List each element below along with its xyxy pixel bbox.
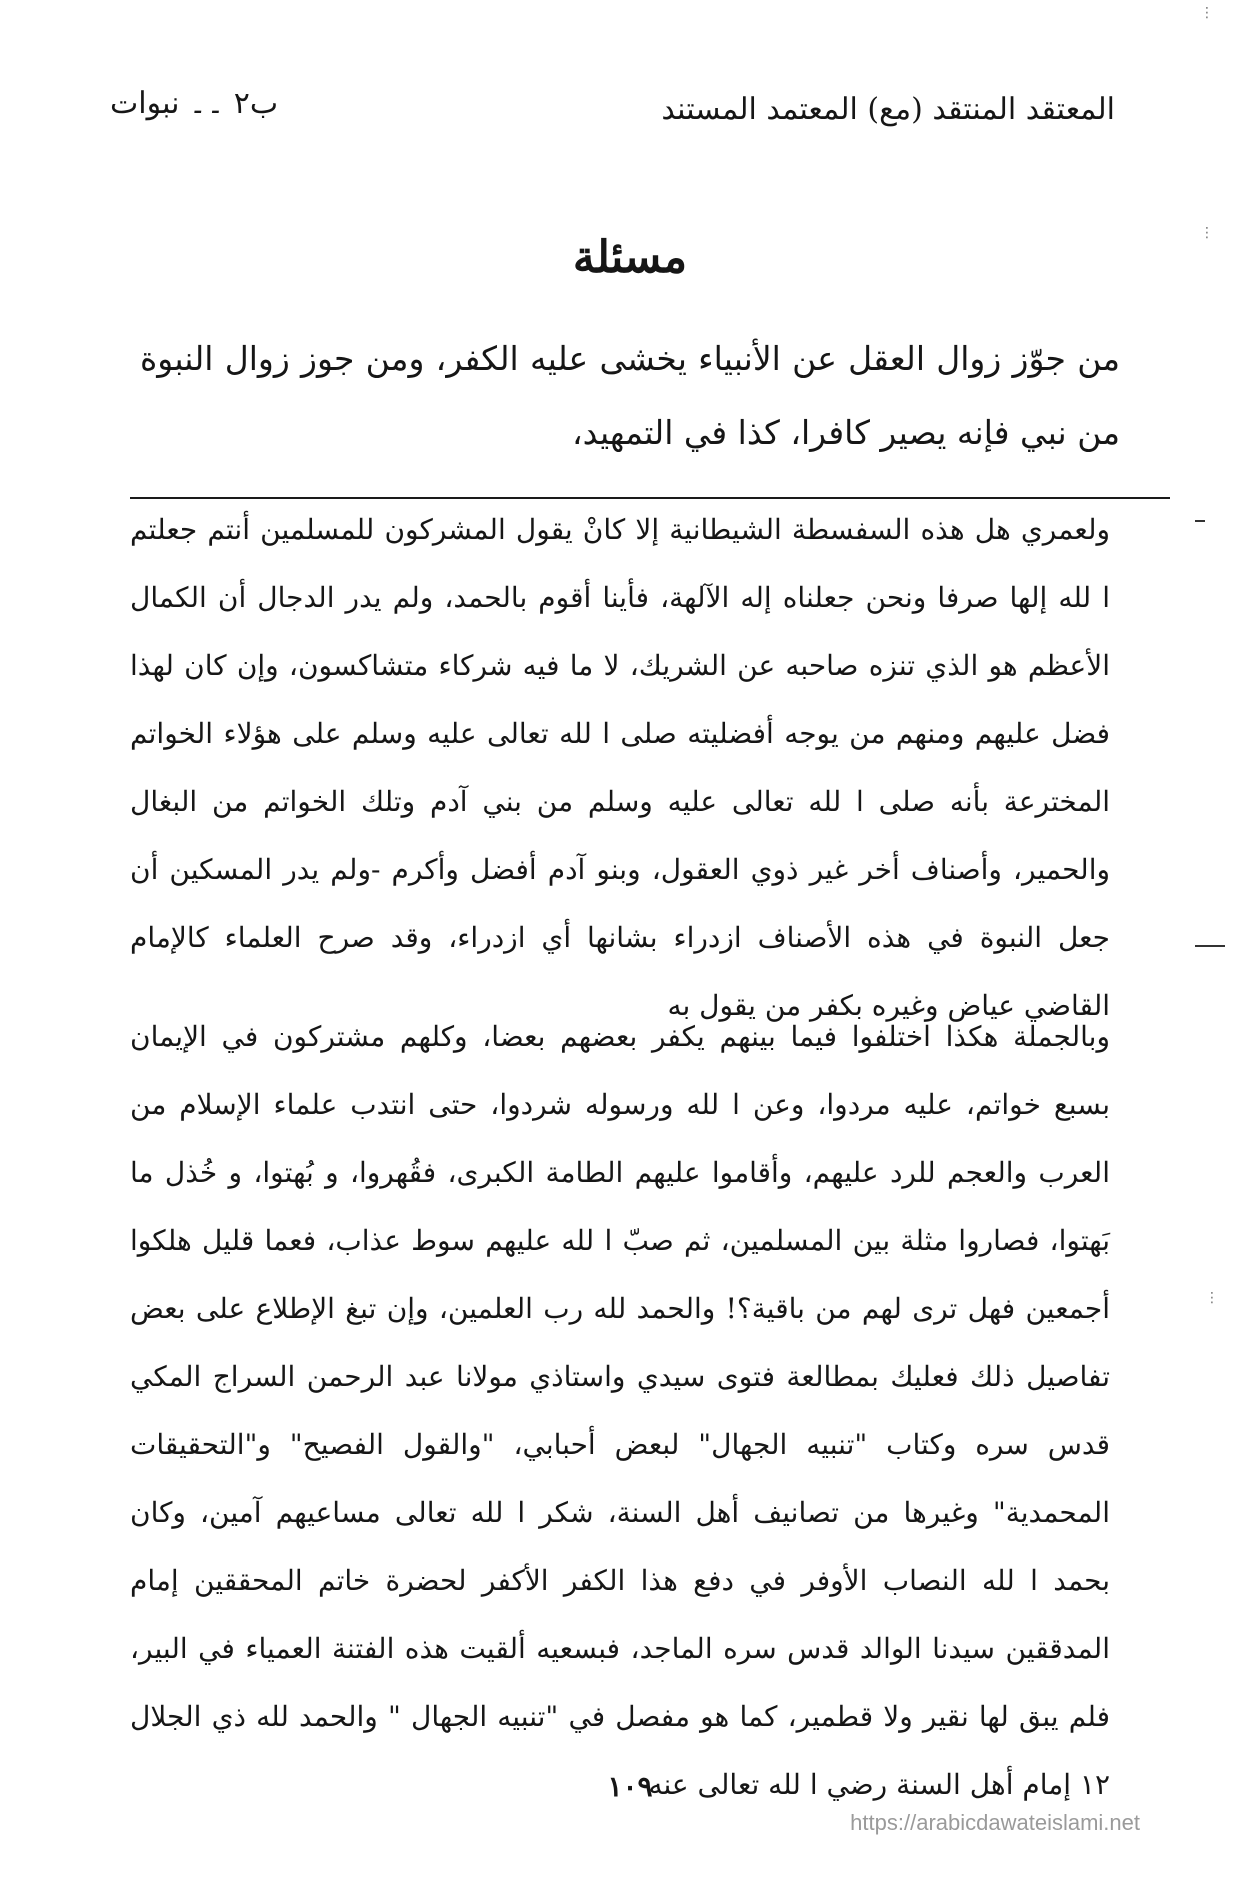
margin-mark [1195, 520, 1205, 522]
margin-mark [1195, 945, 1225, 947]
scan-dot-mark: ⋮ [1200, 225, 1214, 241]
commentary-paragraph-1: ولعمري هل هذه السفسطة الشيطانية إلا كانْ يقول المشركون للمسلمين أنتم جعلتم ا لله إلها صرفا ونحن جعلناه إله الآلهة، فأينا أقوم بالحمد، ولم يدر الدجال أن الكمال الأعظم هو الذي تنزه صاحبه عن الشريك، لا ما فيه شركاء متشاكسون، وإن كان لهذا فضل عليهم ومنهم من يوجه أفضليته صلى ا لله تعالى عليه وسلم على هؤلاء الخواتم المخترعة بأنه صلى ا لله تعالى عليه وسلم من بني آدم وتلك الخواتم من البغال والحمير، وأصناف أخر غير ذوي العقول، وبنو آدم أفضل وأكرم -ولم يدر المسكين أن جعل النبوة في هذه الأصناف ازدراء بشانها أي ازدراء، وقد صرح العلماء كالإمام القاضي عياض وغيره بكفر من يقول به [130, 513, 1110, 1022]
commentary-paragraph-2: وبالجملة هكذا اختلفوا فيما بينهم يكفر بعضهم بعضا، وكلهم مشتركون في الإيمان بسبع خواتم، عليه مردوا، وعن ا لله ورسوله شردوا، حتى انتدب علماء الإسلام من العرب والعجم للرد عليهم، وأقاموا عليهم الطامة الكبرى، فقُهروا، و بُهتوا، و خُذل ما بَهتوا، فصاروا مثلة بين المسلمين، ثم صبّ ا لله عليهم سوط عذاب، فعما قليل هلكوا أجمعين فهل ترى لهم من باقية؟! والحمد لله رب العلمين، وإن تبغ الإطلاع على بعض تفاصيل ذلك فعليك بمطالعة فتوى سيدي واستاذي مولانا عبد الرحمن السراج المكي قدس سره وكتاب "تنبيه الجهال" لبعض أحبابي، "والقول الفصيح" و"التحقيقات المحمدية" وغيرها من تصانيف أهل السنة، شكر ا لله تعالى مساعيهم آمين، وكان بحمد ا لله النصاب الأوفر في دفع هذا الكفر الأكفر لحضرة خاتم المحققين إمام المدققين سيدنا الوالد قدس سره الماجد، فبسعيه ألقيت هذه الفتنة العمياء في البير، فلم يبق لها نقير ولا قطمير، كما هو مفصل في "تنبيه الجهال " والحمد لله ذي الجلال ١٢ إمام أهل السنة رضي ا لله تعالى عنه [130, 1020, 1110, 1801]
scan-dot-mark: ⋮ [1205, 1290, 1219, 1306]
section-title: مسئلة [572, 232, 688, 283]
page-number: ١٠٩ [607, 1770, 653, 1803]
running-header-section: ب٢ ۔۔ نبوات [110, 86, 279, 121]
scan-dot-mark: ⋮ [1200, 5, 1214, 21]
question-text: من جوّز زوال العقل عن الأنبياء يخشى عليه الكفر، ومن جوز زوال النبوة من نبي فإنه يصير كافرا، كذا في التمهيد، [140, 339, 1120, 452]
watermark-url: https://arabicdawateislami.net [850, 1810, 1140, 1835]
running-header-book-title: المعتقد المنتقد (مع) المعتمد المستند [661, 92, 1115, 127]
